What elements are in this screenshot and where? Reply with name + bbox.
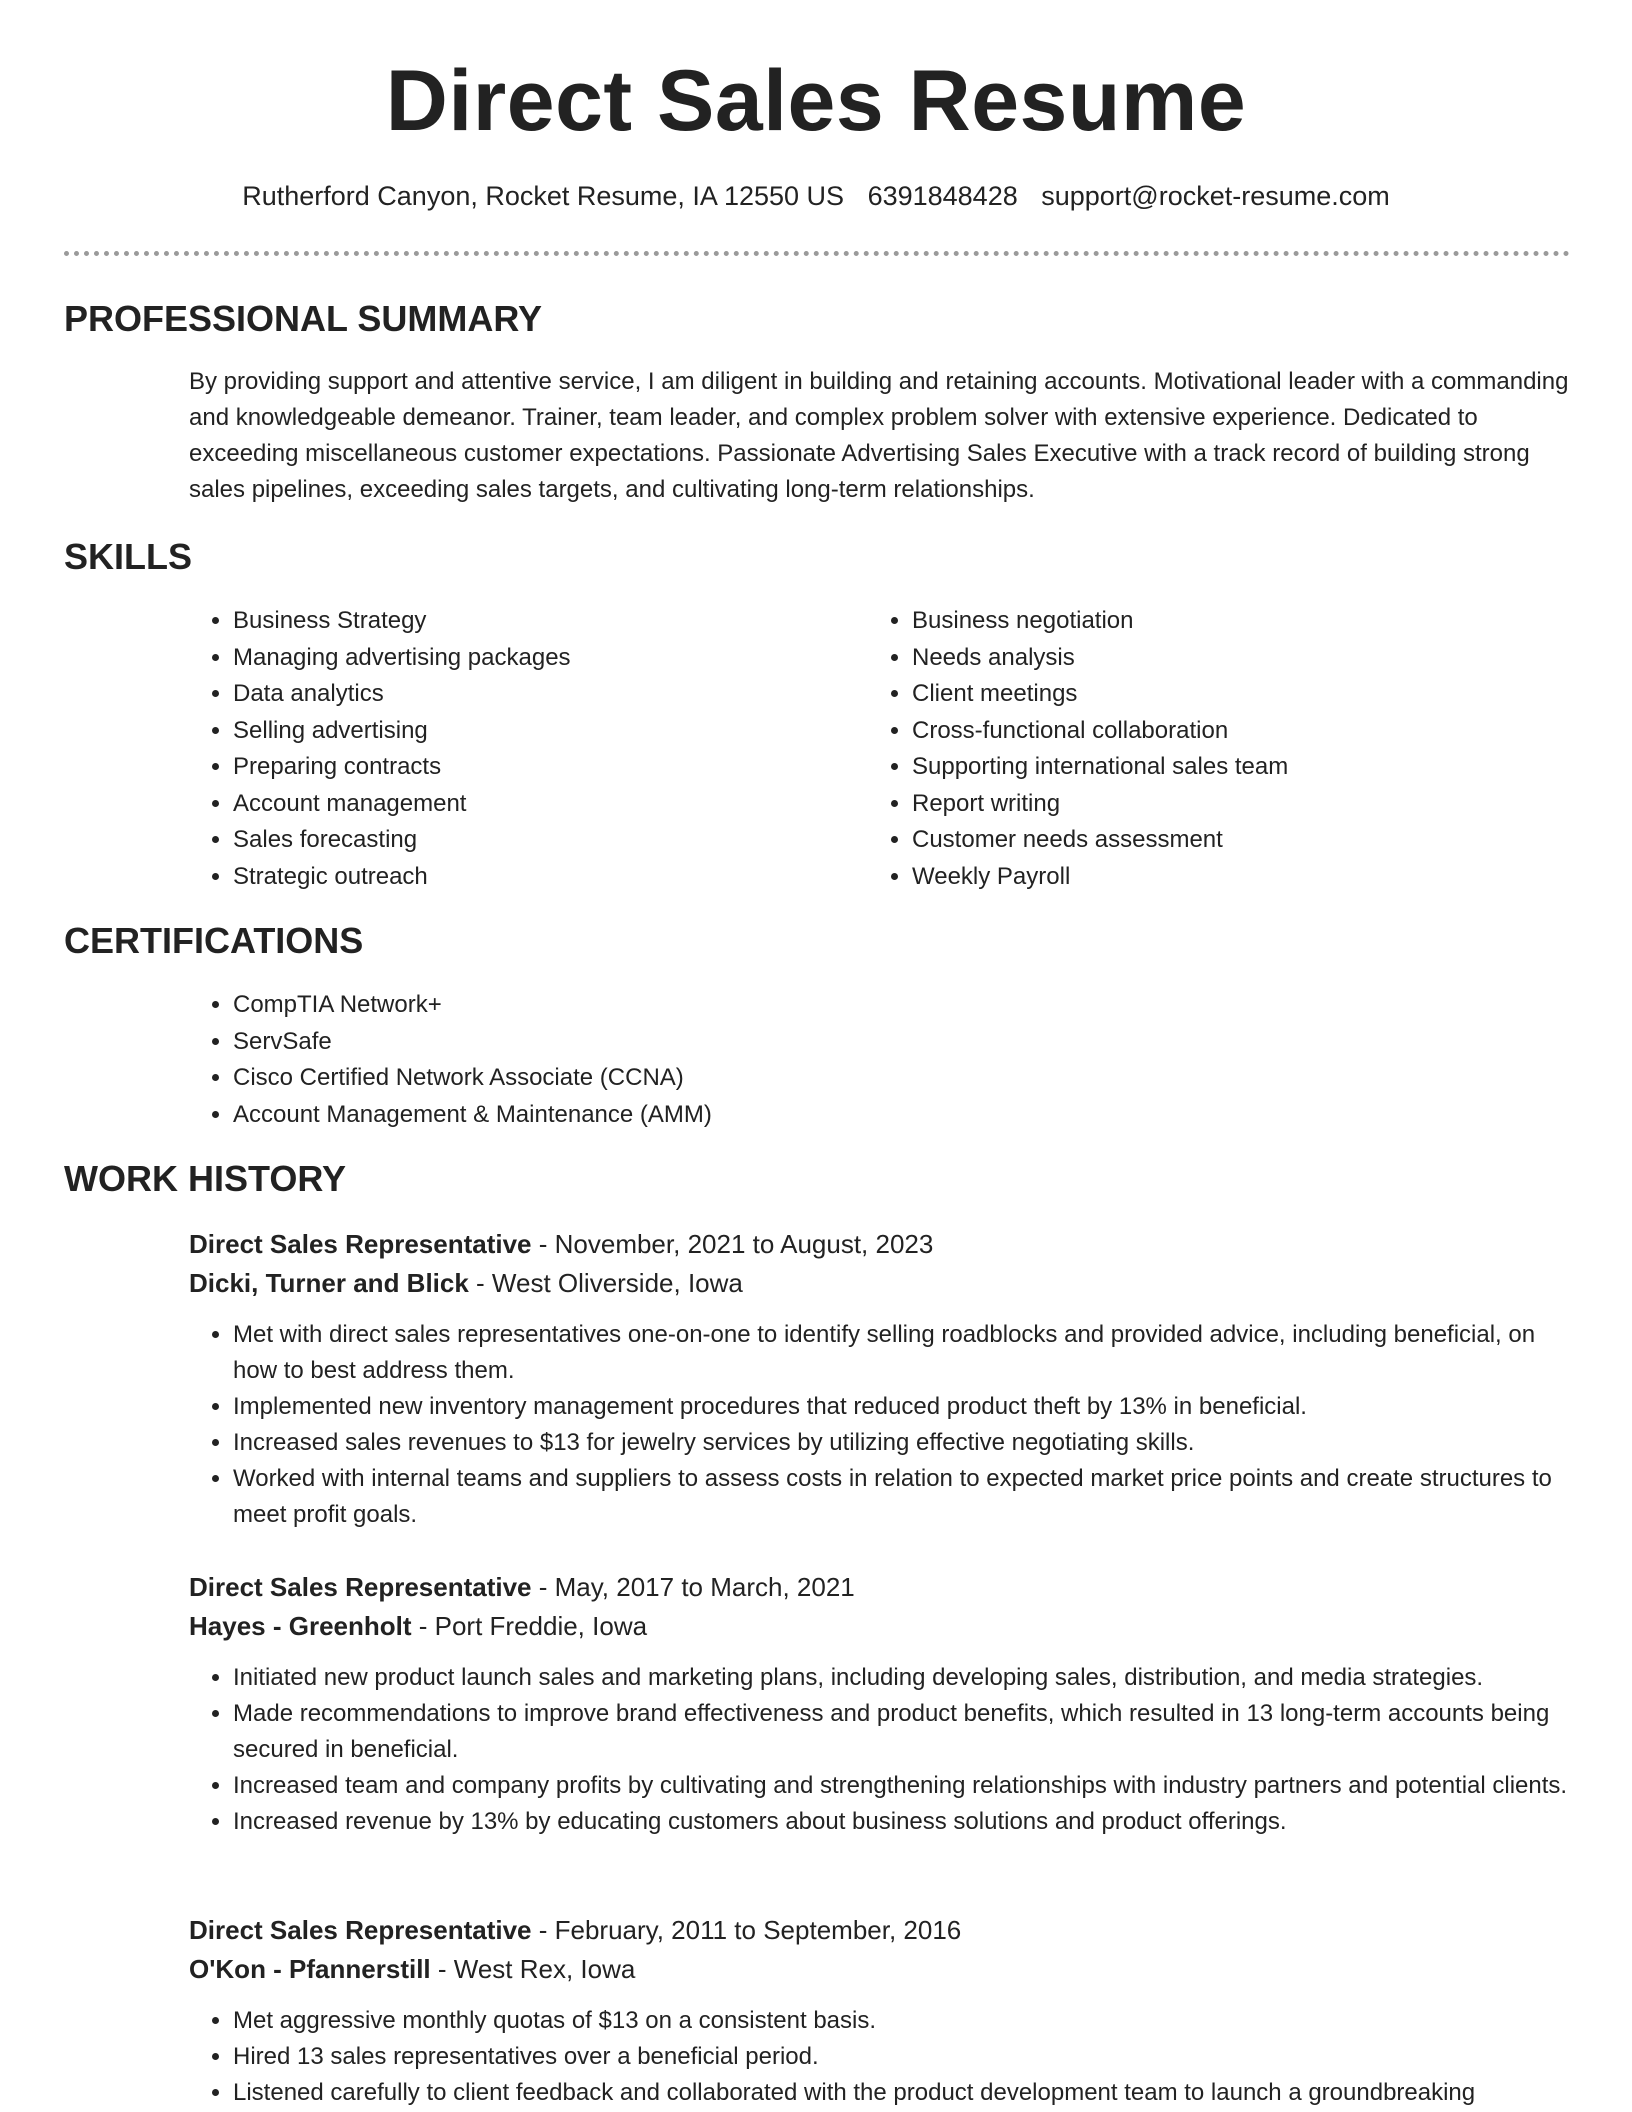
job-company-line	[189, 1950, 1570, 1989]
page-title: Direct Sales Resume	[385, 53, 1247, 149]
job-bullets	[189, 1317, 1570, 1533]
contact-line	[0, 181, 1632, 212]
summary-text: By providing support and attentive service, I am diligent in building and retaining accounts. Motivational leader with a commanding and knowledgeable demeanor. Trainer, team leader, and complex problem solver with extensive experience. Dedicated to exceeding miscellaneous customer expectations. Passionate Advertising Sales Executive with a track record of building strong sales pipelines, exceeding sales targets, and cultivating long-term relationships.	[189, 368, 1569, 503]
certifications-heading: CERTIFICATIONS	[64, 920, 364, 961]
job-location: - Port Freddie, Iowa	[411, 1611, 648, 1641]
job-bullet: • Implemented new inventory management procedures that reduced product theft by 13% in beneficial.	[233, 1389, 1570, 1425]
contact-email: support@rocket-resume.com	[1041, 181, 1390, 211]
job-entry	[189, 1225, 1570, 1533]
contact-phone: 6391848428	[867, 181, 1018, 211]
skill-item: • Strategic outreach	[233, 859, 571, 896]
skill-item: • Managing advertising packages	[233, 640, 571, 677]
job-bullet: • Increased team and company profits by cultivating and strengthening relationships with industry partners and potential clients.	[233, 1768, 1570, 1804]
skill-item: • Account management	[233, 786, 571, 823]
skills-list-right	[868, 603, 1288, 895]
skills-list-left	[189, 603, 571, 895]
skill-item: • Sales forecasting	[233, 822, 571, 859]
job-bullet: • Hired 13 sales representatives over a beneficial period.	[233, 2039, 1570, 2075]
job-bullet: • Worked with internal teams and suppliers to assess costs in relation to expected market price points and create structures to meet profit goals.	[233, 1461, 1570, 1533]
job-dates: - November, 2021 to August, 2023	[531, 1229, 934, 1259]
job-bullet: • Listened carefully to client feedback and collaborated with the product development team to launch a groundbreaking	[233, 2075, 1570, 2111]
job-bullet: • Increased revenue by 13% by educating customers about business solutions and product offerings.	[233, 1804, 1570, 1840]
skill-item: • Business Strategy	[233, 603, 571, 640]
certification-item: • CompTIA Network+	[233, 987, 712, 1024]
skill-item: • Needs analysis	[912, 640, 1288, 677]
skills-column-right	[868, 603, 1288, 895]
certification-item: • Account Management & Maintenance (AMM)	[233, 1097, 712, 1134]
work-history-heading: WORK HISTORY	[64, 1158, 347, 1199]
job-bullet: • Increased sales revenues to $13 for jewelry services by utilizing effective negotiating skills.	[233, 1425, 1570, 1461]
job-company: Hayes - Greenholt	[189, 1611, 412, 1641]
job-location: - West Rex, Iowa	[430, 1954, 636, 1984]
skill-item: • Weekly Payroll	[912, 859, 1288, 896]
skill-item: • Data analytics	[233, 676, 571, 713]
certification-item: • Cisco Certified Network Associate (CCNA)	[233, 1060, 712, 1097]
job-title-line	[189, 1568, 1570, 1607]
job-company: Dicki, Turner and Blick	[189, 1268, 469, 1298]
job-dates: - May, 2017 to March, 2021	[531, 1572, 855, 1602]
summary-heading: PROFESSIONAL SUMMARY	[64, 298, 543, 339]
certifications-block	[189, 987, 712, 1133]
skill-item: • Cross-functional collaboration	[912, 713, 1288, 750]
header-divider	[64, 251, 1570, 256]
skills-heading: SKILLS	[64, 536, 193, 577]
job-bullets	[189, 2003, 1570, 2111]
skill-item: • Customer needs assessment	[912, 822, 1288, 859]
job-title: Direct Sales Representative	[189, 1572, 532, 1602]
job-bullet: • Made recommendations to improve brand effectiveness and product benefits, which resulted in 13 long-term accounts being secured in beneficial.	[233, 1696, 1570, 1768]
job-company: O'Kon - Pfannerstill	[189, 1954, 431, 1984]
job-location: - West Oliverside, Iowa	[468, 1268, 743, 1298]
job-dates: - February, 2011 to September, 2016	[531, 1915, 962, 1945]
skill-item: • Report writing	[912, 786, 1288, 823]
job-entry	[189, 1911, 1570, 2111]
certification-item: • ServSafe	[233, 1024, 712, 1061]
job-bullets	[189, 1660, 1570, 1840]
job-bullet: • Initiated new product launch sales and marketing plans, including developing sales, distribution, and media strategies.	[233, 1660, 1570, 1696]
job-company-line	[189, 1607, 1570, 1646]
skill-item: • Preparing contracts	[233, 749, 571, 786]
certifications-list	[189, 987, 712, 1133]
job-title-line	[189, 1911, 1570, 1950]
job-bullet: • Met aggressive monthly quotas of $13 on a consistent basis.	[233, 2003, 1570, 2039]
job-title: Direct Sales Representative	[189, 1229, 532, 1259]
skill-item: • Client meetings	[912, 676, 1288, 713]
job-title: Direct Sales Representative	[189, 1915, 532, 1945]
contact-address: Rutherford Canyon, Rocket Resume, IA 12550 US	[242, 181, 845, 211]
skill-item: • Selling advertising	[233, 713, 571, 750]
job-bullet: • Met with direct sales representatives one-on-one to identify selling roadblocks and provided advice, including beneficial, on how to best address them.	[233, 1317, 1570, 1389]
job-company-line	[189, 1264, 1570, 1303]
job-title-line	[189, 1225, 1570, 1264]
job-entry	[189, 1568, 1570, 1840]
skill-item: • Supporting international sales team	[912, 749, 1288, 786]
skill-item: • Business negotiation	[912, 603, 1288, 640]
skills-column-left	[189, 603, 571, 895]
